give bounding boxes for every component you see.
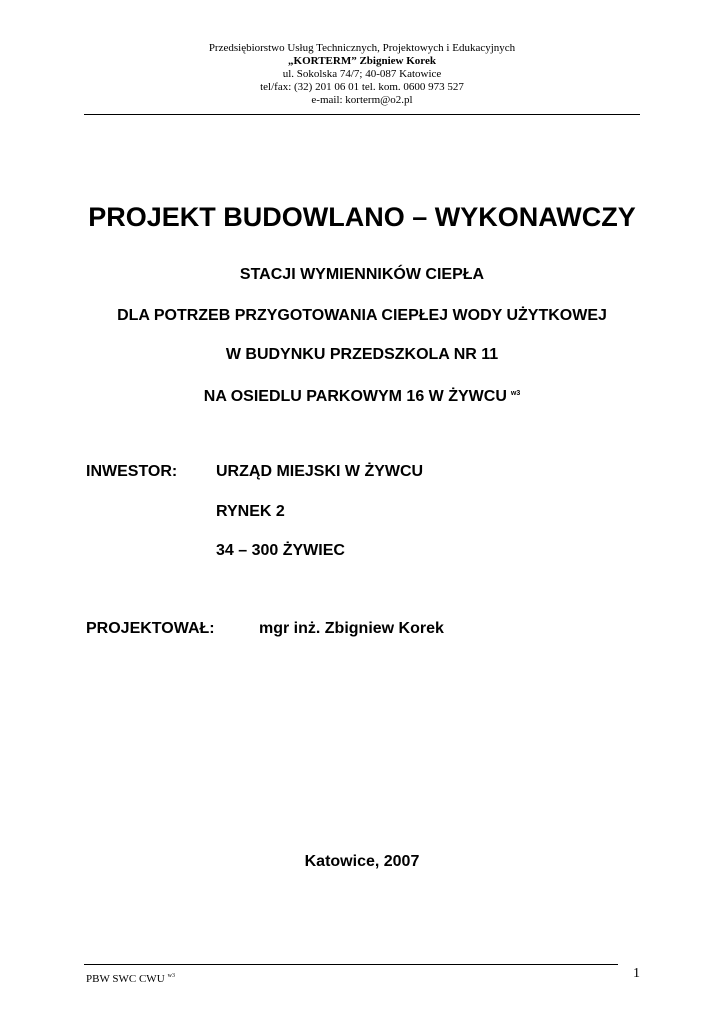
letterhead xyxy=(84,42,640,107)
designer-name: mgr inż. Zbigniew Korek xyxy=(259,620,444,637)
investor-street: RYNEK 2 xyxy=(216,503,285,520)
footer-code-superscript: w3 xyxy=(167,973,175,979)
company-address: ul. Sokolska 74/7; 40-087 Katowice xyxy=(282,68,442,80)
footer-divider xyxy=(84,964,618,965)
company-name: „KORTERM” Zbigniew Korek xyxy=(288,55,436,67)
place-and-date: Katowice, 2007 xyxy=(304,853,420,870)
designer-label: PROJEKTOWAŁ: xyxy=(86,620,215,637)
footer-code-text: PBW SWC CWU xyxy=(86,973,165,985)
header-divider xyxy=(84,114,640,115)
subtitle-line-4-text: NA OSIEDLU PARKOWYM 16 W ŻYWCU xyxy=(203,388,507,405)
company-email: e-mail: korterm@o2.pl xyxy=(311,94,413,106)
investor-label: INWESTOR: xyxy=(86,463,178,480)
subtitle-line-3: W BUDYNKU PRZEDSZKOLA NR 11 xyxy=(225,346,499,363)
subtitle-line-4 xyxy=(0,384,724,407)
page-number: 1 xyxy=(633,966,640,981)
investor-name: URZĄD MIEJSKI W ŻYWCU xyxy=(216,463,424,480)
company-description: Przedsiębiorstwo Usług Technicznych, Projektowych i Edukacyjnych xyxy=(208,42,516,54)
footer-document-code xyxy=(86,969,175,986)
document-title: PROJEKT BUDOWLANO – WYKONAWCZY xyxy=(88,202,636,232)
subtitle-line-2: DLA POTRZEB PRZYGOTOWANIA CIEPŁEJ WODY UŻYTKOWEJ xyxy=(117,307,607,324)
company-phone: tel/fax: (32) 201 06 01 tel. kom. 0600 973 527 xyxy=(260,81,464,93)
subtitle-superscript: w3 xyxy=(510,390,521,397)
subtitle-line-1: STACJI WYMIENNIKÓW CIEPŁA xyxy=(239,266,485,283)
investor-city: 34 – 300 ŻYWIEC xyxy=(216,542,345,559)
